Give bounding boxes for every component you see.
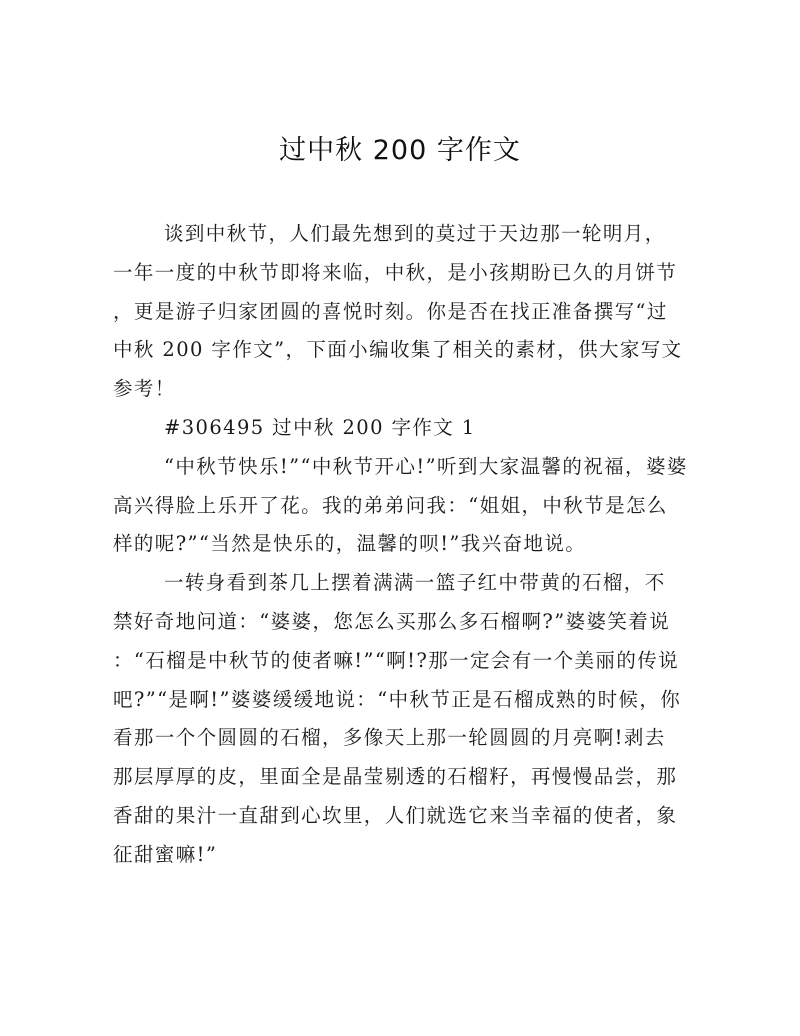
paragraph-line: 一转身看到茶几上摆着满满一篮子红中带黄的石榴，不 bbox=[164, 571, 666, 595]
paragraph-line: 吧?”“是啊!”婆婆缓缓地说：“中秋节正是石榴成熟的时候，你 bbox=[113, 687, 682, 711]
paragraph-line: 禁好奇地问道：“婆婆，您怎么买那么多石榴啊?”婆婆笑着说 bbox=[113, 609, 671, 633]
paragraph-line: ：“石榴是中秋节的使者嘛!”“啊!?那一定会有一个美丽的传说 bbox=[113, 648, 680, 672]
paragraph-line: 征甜蜜嘛!” bbox=[113, 842, 218, 866]
paragraph-line: 一年一度的中秋节即将来临，中秋，是小孩期盼已久的月饼节 bbox=[113, 260, 678, 284]
paragraph-line: 谈到中秋节，人们最先想到的莫过于天边那一轮明月， bbox=[164, 222, 666, 245]
paragraph-line: 参考！ bbox=[113, 377, 176, 401]
paragraph-line: ，更是游子归家团圆的喜悦时刻。你是否在找正准备撰写“过 bbox=[113, 299, 668, 323]
paragraph-line: 香甜的果汁一直甜到心坎里，人们就选它来当幸福的使者，象 bbox=[113, 803, 678, 827]
paragraph-line: 中秋 200 字作文”，下面小编收集了相关的素材，供大家写文 bbox=[113, 338, 683, 362]
document-title: 过中秋 200 字作文 bbox=[279, 135, 521, 166]
paragraph-line: 样的呢?”“当然是快乐的，温馨的呗!”我兴奋地说。 bbox=[113, 532, 587, 556]
section-heading: #306495 过中秋 200 字作文 1 bbox=[164, 415, 476, 439]
document-body bbox=[113, 215, 693, 875]
paragraph-line: 那层厚厚的皮，里面全是晶莹剔透的石榴籽，再慢慢品尝，那 bbox=[113, 765, 678, 789]
paragraph-line: “中秋节快乐!”“中秋节开心!”听到大家温馨的祝福，婆婆 bbox=[164, 454, 688, 478]
paragraph-line: 看那一个个圆圆的石榴，多像天上那一轮圆圆的月亮啊!剥去 bbox=[113, 726, 666, 750]
paragraph-line: 高兴得脸上乐开了花。我的弟弟问我：“姐姐，中秋节是怎么 bbox=[113, 493, 668, 517]
